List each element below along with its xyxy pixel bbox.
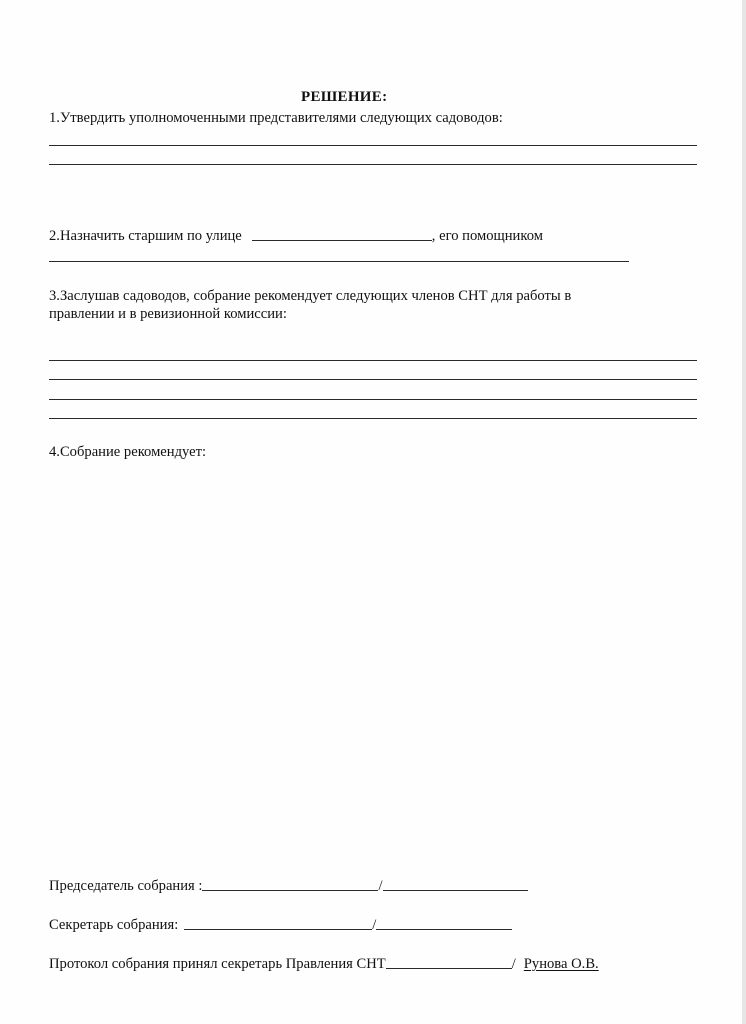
chair-label: Председатель собрания : xyxy=(49,878,203,894)
chair-name-blank xyxy=(383,889,528,891)
assistant-blank-line xyxy=(49,261,629,262)
chair-signature-row xyxy=(49,877,528,895)
item-3-text-line-1: 3.Заслушав садоводов, собрание рекомендует следующих членов СНТ для работы в xyxy=(49,288,572,304)
item-3-blank-line-4 xyxy=(49,418,697,419)
item-1-text: 1.Утвердить уполномоченными представителями следующих садоводов: xyxy=(49,110,503,126)
secretary-signature-row xyxy=(49,916,512,934)
secretary-label: Секретарь собрания: xyxy=(49,917,179,933)
protocol-label: Протокол собрания принял секретарь Правления СНТ xyxy=(49,956,386,972)
item-3-blank-line-3 xyxy=(49,399,697,400)
secretary-signature-blank xyxy=(184,928,372,930)
decision-title: РЕШЕНИЕ: xyxy=(301,89,388,105)
secretary-slash: / xyxy=(372,917,377,933)
item-3-text-line-2: правлении и в ревизионной комиссии: xyxy=(49,306,287,322)
protocol-signer-name: Рунова О.В. xyxy=(523,956,599,972)
item-1-blank-line-2 xyxy=(49,164,697,165)
item-2-text: 2.Назначить старшим по улице xyxy=(49,228,242,244)
chair-slash: / xyxy=(378,878,383,894)
street-name-blank xyxy=(252,239,432,241)
protocol-signature-blank xyxy=(386,967,512,969)
item-1-blank-line-1 xyxy=(49,145,697,146)
item-4-text: 4.Собрание рекомендует: xyxy=(49,444,207,460)
chair-signature-blank xyxy=(202,889,378,891)
item-2-row xyxy=(49,227,543,245)
protocol-slash: / xyxy=(511,956,516,972)
item-3-blank-line-2 xyxy=(49,379,697,380)
protocol-row xyxy=(49,955,599,973)
secretary-name-blank xyxy=(376,928,512,930)
scan-edge xyxy=(742,0,746,1024)
item-2-assistant-text: , его помощником xyxy=(431,228,543,244)
item-3-blank-line-1 xyxy=(49,360,697,361)
